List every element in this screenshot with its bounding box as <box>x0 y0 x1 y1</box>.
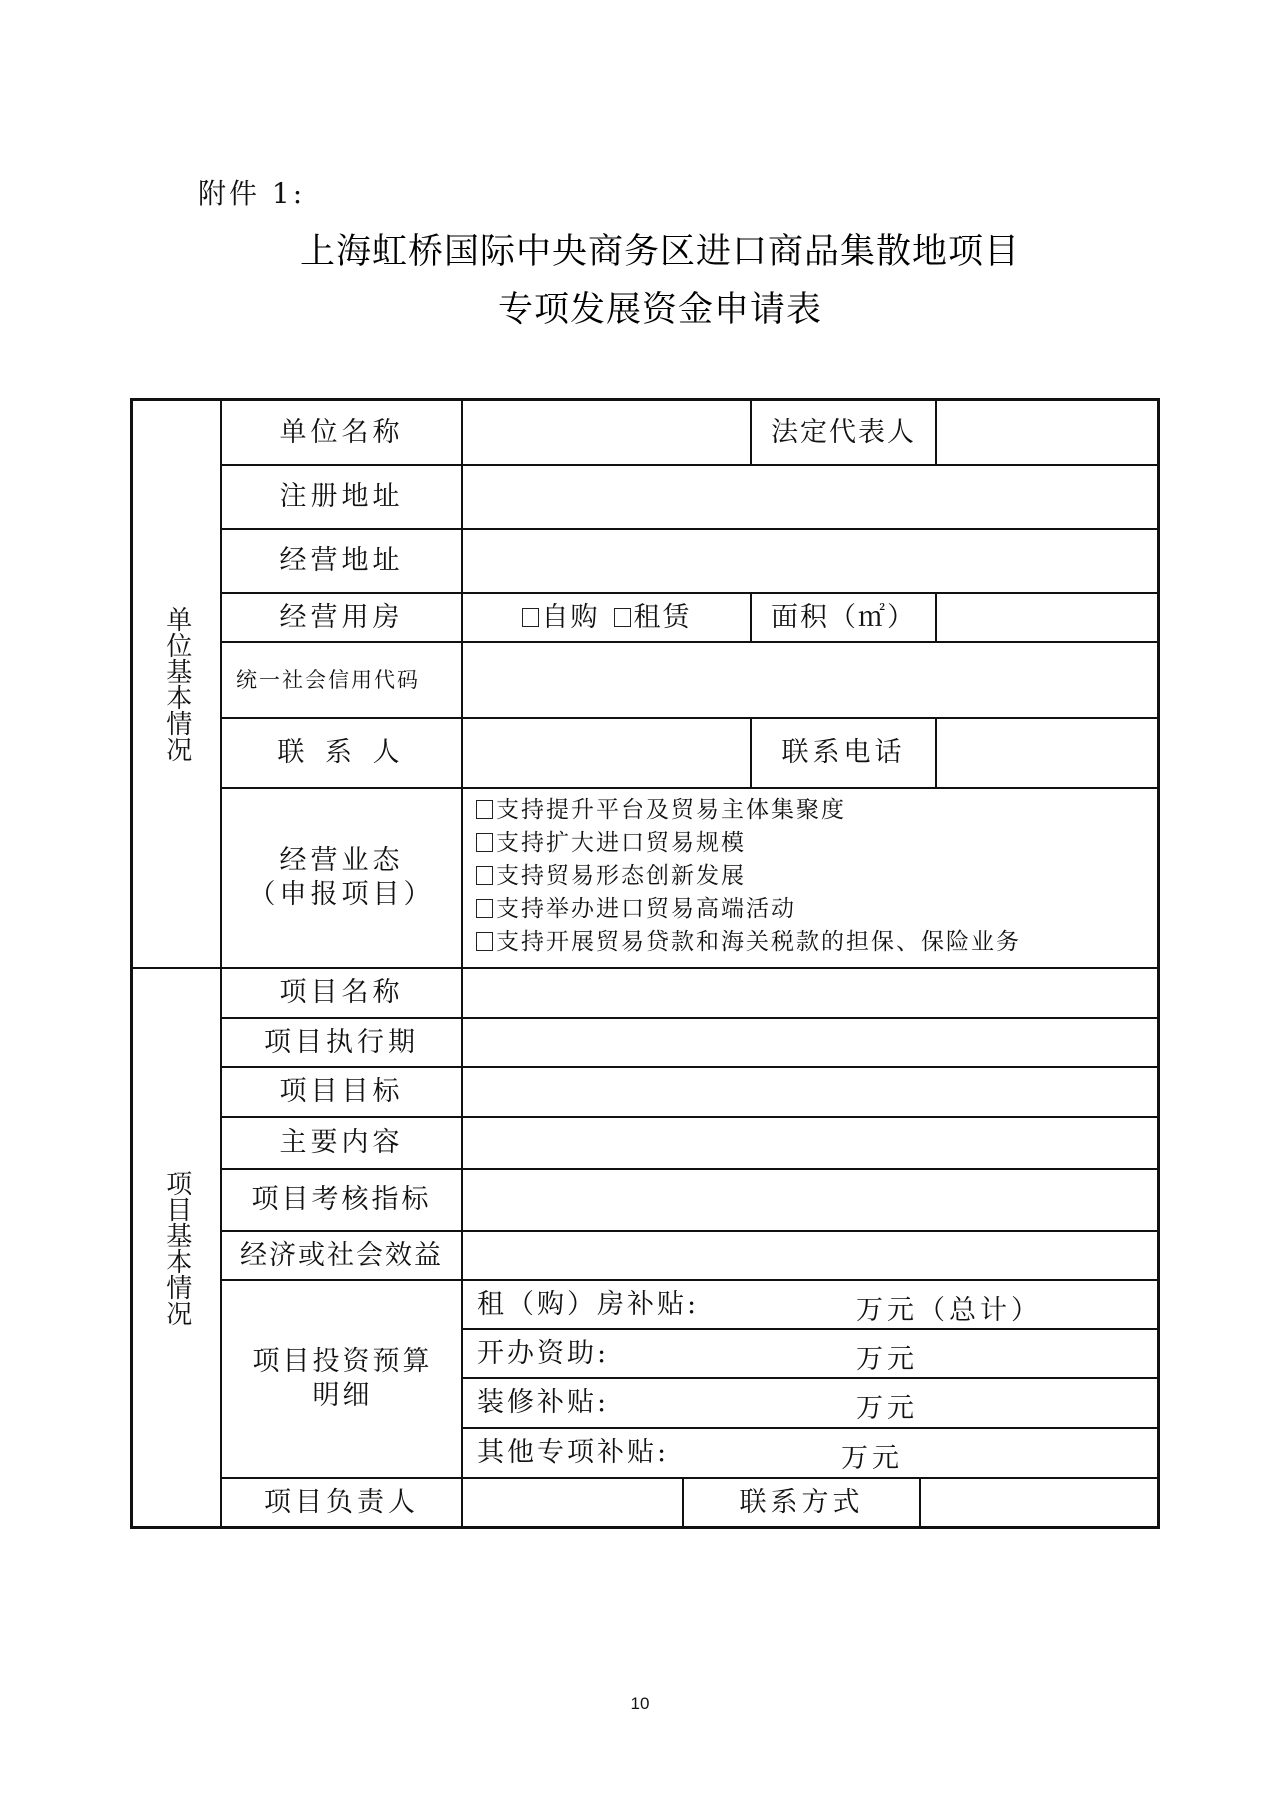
table-border-right <box>1157 398 1160 1529</box>
project-owner-field[interactable] <box>463 1479 682 1526</box>
page-number: 10 <box>630 1694 650 1713</box>
project-name-field[interactable] <box>463 969 1157 1017</box>
contact-field[interactable] <box>463 719 750 787</box>
label-area: 面积（㎡） <box>771 601 916 633</box>
phone-field[interactable] <box>937 719 1157 787</box>
checkbox-own[interactable] <box>522 608 539 627</box>
checkbox-rent[interactable] <box>614 608 631 627</box>
checkbox-icon[interactable] <box>476 833 493 852</box>
budget-item-unit: 万元 <box>841 1443 903 1474</box>
business-type-title: 经营业态 <box>279 845 404 877</box>
form-title-line2: 专项发展资金申请表 <box>497 290 822 330</box>
label-contact-method: 联系方式 <box>739 1486 864 1518</box>
reg-address-field[interactable] <box>463 466 1157 528</box>
unit-name-field[interactable] <box>463 401 750 464</box>
budget-item-label: 租（购）房补贴: <box>477 1288 700 1320</box>
budget-item-unit: 万元 <box>856 1393 918 1424</box>
section-label-unit: 单位基本情况 <box>161 606 192 762</box>
option-label: 支持贸易形态创新发展 <box>496 863 746 889</box>
budget-item-label: 开办资助: <box>477 1337 610 1369</box>
checkbox-icon[interactable] <box>476 932 493 951</box>
label-project-owner: 项目负责人 <box>264 1486 419 1518</box>
business-option[interactable] <box>476 827 1021 860</box>
label-kpi: 项目考核指标 <box>251 1184 432 1216</box>
benefit-field[interactable] <box>463 1232 1157 1279</box>
checkbox-icon[interactable] <box>476 866 493 885</box>
business-option[interactable] <box>476 794 1021 827</box>
label-premises: 经营用房 <box>279 601 404 633</box>
budget-item-unit: 万元 <box>856 1344 918 1375</box>
business-option[interactable] <box>476 860 1021 893</box>
label-project-name: 项目名称 <box>279 977 404 1009</box>
main-content-field[interactable] <box>463 1118 1157 1168</box>
label-biz-address: 经营地址 <box>279 545 404 577</box>
business-type-subtitle: （申报项目） <box>248 879 435 910</box>
label-reg-address: 注册地址 <box>279 481 404 513</box>
section-label-project: 项目基本情况 <box>161 1169 192 1326</box>
attachment-label: 附件 1: <box>198 177 306 210</box>
budget-item-unit: 万元（总计） <box>856 1295 1042 1326</box>
label-credit-code: 统一社会信用代码 <box>236 667 420 692</box>
business-option[interactable] <box>476 893 1021 926</box>
budget-item-label: 其他专项补贴: <box>477 1437 670 1469</box>
label-project-goal: 项目目标 <box>279 1076 404 1108</box>
form-title-line1: 上海虹桥国际中央商务区进口商品集散地项目 <box>299 232 1020 272</box>
option-own-label: 自购 <box>541 601 600 633</box>
business-option[interactable] <box>476 926 1021 959</box>
label-phone: 联系电话 <box>781 737 906 769</box>
checkbox-icon[interactable] <box>476 899 493 918</box>
area-field[interactable] <box>937 594 1157 641</box>
contact-method-field[interactable] <box>921 1479 1157 1526</box>
budget-item-label: 装修补贴: <box>477 1387 610 1419</box>
project-period-field[interactable] <box>463 1019 1157 1066</box>
option-label: 支持提升平台及贸易主体集聚度 <box>496 797 846 823</box>
option-label: 支持扩大进口贸易规模 <box>496 830 746 856</box>
label-business-type <box>222 789 461 967</box>
business-options-list <box>476 794 1021 959</box>
label-project-period: 项目执行期 <box>264 1026 419 1058</box>
label-benefit: 经济或社会效益 <box>240 1239 443 1271</box>
kpi-field[interactable] <box>463 1170 1157 1230</box>
checkbox-icon[interactable] <box>476 800 493 819</box>
label-budget: 项目投资预算明细 <box>252 1346 433 1411</box>
label-legal-rep: 法定代表人 <box>771 416 916 448</box>
credit-code-field[interactable] <box>463 643 1157 717</box>
option-rent-label: 租赁 <box>633 601 692 633</box>
option-label: 支持开展贸易贷款和海关税款的担保、保险业务 <box>496 929 1021 955</box>
option-label: 支持举办进口贸易高端活动 <box>496 896 796 922</box>
legal-rep-field[interactable] <box>937 401 1157 464</box>
table-border-bottom <box>130 1526 1160 1529</box>
label-contact: 联 系 人 <box>277 737 406 769</box>
project-goal-field[interactable] <box>463 1068 1157 1116</box>
label-main-content: 主要内容 <box>279 1127 404 1159</box>
biz-address-field[interactable] <box>463 530 1157 592</box>
premises-options <box>463 594 750 641</box>
label-unit-name: 单位名称 <box>279 416 404 448</box>
